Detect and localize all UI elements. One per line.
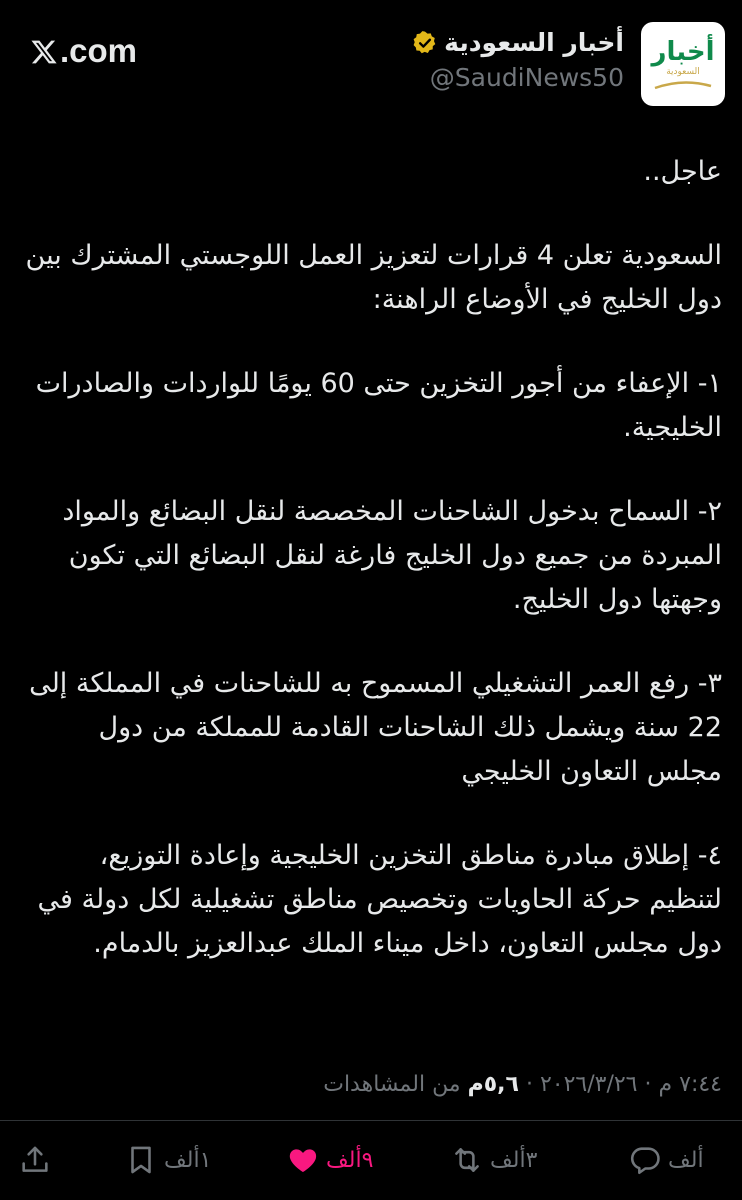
avatar-swoosh-icon [653, 80, 713, 90]
bookmark-icon [124, 1143, 158, 1177]
verified-badge-icon [412, 30, 438, 56]
views-count: ٥,٦م [467, 1072, 519, 1097]
avatar-logo-word: أخبار [651, 36, 715, 67]
bookmark-button[interactable] [124, 1138, 211, 1182]
tweet-time[interactable]: ٧:٤٤ م [658, 1072, 722, 1097]
reply-icon [628, 1143, 662, 1177]
tweet-paragraph: ٢- السماح بدخول الشاحنات المخصصة لنقل البضائع والمواد المبردة من جميع دول الخليج فارغة لنقل البضائع التي تكون وجهتها دول الخليج. [62, 496, 722, 615]
retweet-count: ٣ألف [490, 1147, 538, 1173]
tweet-paragraph: ٣- رفع العمر التشغيلي المسموح به للشاحنات في المملكة إلى 22 سنة ويشمل ذلك الشاحنات القادمة للمملكة من دول مجلس التعاون الخليجي [29, 668, 722, 787]
x-brand[interactable] [30, 32, 137, 70]
avatar-logo-sub: السعودية [666, 66, 700, 77]
tweet-paragraph: ١- الإعفاء من أجور التخزين حتى 60 يومًا للواردات والصادرات الخليجية. [35, 368, 722, 443]
tweet-text [20, 150, 722, 966]
meta-separator: · [644, 1072, 652, 1097]
tweet-meta [20, 1072, 722, 1097]
share-button[interactable] [18, 1138, 52, 1182]
avatar[interactable] [641, 22, 725, 106]
author-handle[interactable]: @SaudiNews50 [429, 63, 624, 92]
brand-domain: .com [60, 32, 138, 69]
bookmark-count: ١ألف [164, 1147, 212, 1173]
tweet-header [0, 18, 742, 108]
action-bar [0, 1138, 742, 1182]
x-logo-icon [30, 38, 58, 66]
like-button[interactable] [286, 1138, 373, 1182]
tweet-paragraph: ٤- إطلاق مبادرة مناطق التخزين الخليجية وإعادة التوزيع، لتنظيم حركة الحاويات وتخصيص مناطق تشغيلية لكل دولة في دول مجلس التعاون، داخل ميناء الملك عبدالعزيز بالدمام. [37, 840, 722, 959]
tweet-paragraph: السعودية تعلن 4 قرارات لتعزيز العمل اللوجستي المشترك بين دول الخليج في الأوضاع الراهنة: [25, 240, 722, 315]
author-display-name[interactable]: أخبار السعودية [444, 28, 624, 57]
retweet-button[interactable] [450, 1138, 537, 1182]
reply-button[interactable] [628, 1138, 704, 1182]
author-info [412, 28, 624, 92]
retweet-icon [450, 1143, 484, 1177]
like-count: ٩ألف [326, 1147, 374, 1173]
tweet-paragraph: عاجل.. [643, 156, 722, 187]
meta-separator: · [525, 1072, 533, 1097]
divider [0, 1120, 742, 1121]
reply-count: ألف [668, 1147, 704, 1173]
share-icon [18, 1143, 52, 1177]
views-label: من المشاهدات [323, 1072, 461, 1097]
tweet-date[interactable]: ٢٠٢٦/٣/٢٦ [539, 1072, 638, 1097]
heart-filled-icon [286, 1143, 320, 1177]
